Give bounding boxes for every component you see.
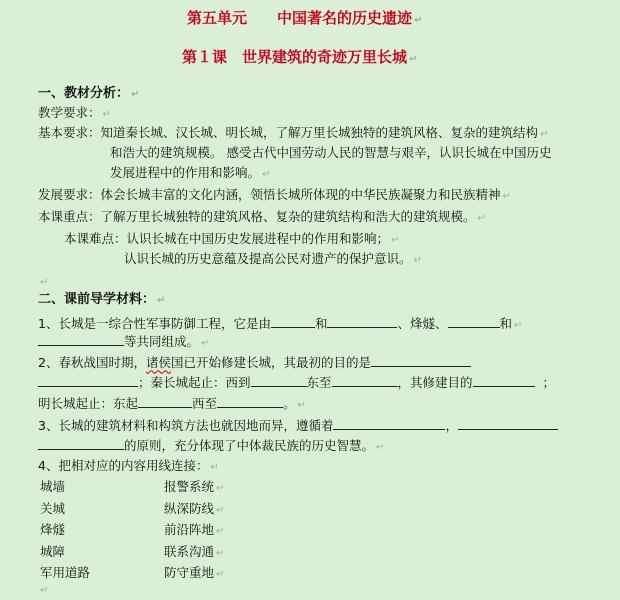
match-right-item[interactable]: 纵深防线 ↵ (164, 500, 225, 516)
match-left-item[interactable]: 城墙 (40, 479, 66, 494)
blank-field[interactable] (458, 416, 558, 430)
blank-field[interactable] (217, 394, 283, 408)
basic-requirement-line1: 基本要求：知道秦长城、汉长城、明长城，了解万里长城独特的建筑风格、复杂的建筑结构 ↵ (38, 125, 549, 140)
difficulty-line2: 认识长城的历史意蕴及提高公民对遗产的保护意识。 ↵ (124, 251, 422, 266)
blank-field[interactable] (38, 332, 124, 346)
blank-field[interactable] (473, 373, 535, 387)
blank-paragraph: ↵ (40, 277, 49, 288)
question-3-line2: 的原则，充分体现了中体裁民族的历史智慧。 ↵ (38, 436, 384, 457)
match-right-item[interactable]: 前沿阵地 ↵ (164, 522, 225, 537)
question-1: 1、长城是一综合性军事防御工程，它是由 和 、烽燧、 和 ↵ (38, 316, 523, 331)
match-right-item[interactable]: 联系沟通 ↵ (164, 543, 225, 559)
section-heading-analysis: 一、教材分析： ↵ (38, 86, 140, 101)
match-right-item[interactable]: 报警系统 ↵ (164, 479, 225, 494)
question-4: 4、把相对应的内容用线连接： ↵ (38, 458, 219, 473)
lesson-title: 第１课 世界建筑的奇迹万里长城 ↵ (182, 48, 418, 66)
blank-field[interactable] (38, 373, 138, 387)
blank-field[interactable] (271, 314, 315, 328)
match-right-item[interactable]: 防守重地 ↵ (164, 565, 225, 580)
blank-field[interactable] (38, 436, 124, 450)
blank-field[interactable] (333, 416, 445, 430)
match-left-item[interactable]: 烽燧 (40, 522, 66, 537)
blank-field[interactable] (251, 373, 307, 387)
difficulty-line1: 本课难点：认识长城在中国历史发展进程中的作用和影响； ↵ (64, 231, 400, 246)
section-heading-guide: 二、课前导学材料： ↵ (38, 292, 166, 307)
basic-requirement-line2: 和浩大的建筑规模。 感受古代中国劳动人民的智慧与艰辛，认识长城在中国历史 (110, 145, 552, 160)
blank-field[interactable] (138, 394, 192, 408)
match-left-item[interactable]: 城障 (40, 543, 66, 559)
question-1-continued: 等共同组成。 ↵ (38, 332, 209, 353)
blank-paragraph: ↵ (40, 585, 49, 596)
teaching-requirement: 教学要求： ↵ (38, 105, 111, 120)
basic-requirement-line3: 发展进程中的作用和影响。 ↵ (110, 165, 271, 180)
question-2-line3: 明长城起止：东起 西至 。 ↵ (38, 396, 306, 411)
development-requirement: 发展要求：体会长城丰富的文化内涵，领悟长城所体现的中华民族凝聚力和民族精神 ↵ (38, 187, 511, 202)
question-2: 2、春秋战国时期，诸侯国已开始修建长城，其最初的目的是 (38, 353, 471, 372)
blank-field[interactable] (448, 314, 500, 328)
question-3: 3、长城的建筑材料和构筑方法也就因地而异，遵循着 ， (38, 416, 558, 435)
match-left-item[interactable]: 关城 (40, 500, 66, 516)
match-left-item[interactable]: 军用道路 (40, 565, 91, 580)
unit-title: 第五单元 中国著名的历史遗迹 ↵ (187, 9, 423, 27)
blank-field[interactable] (332, 373, 398, 387)
key-points: 本课重点：了解万里长城独特的建筑风格、复杂的建筑结构和浩大的建筑规模。 ↵ (38, 209, 486, 224)
question-2-line2: ；秦长城起止：西到 东至 ，其修建目的 ； (38, 373, 555, 392)
blank-field[interactable] (371, 353, 471, 367)
blank-field[interactable] (327, 314, 397, 328)
